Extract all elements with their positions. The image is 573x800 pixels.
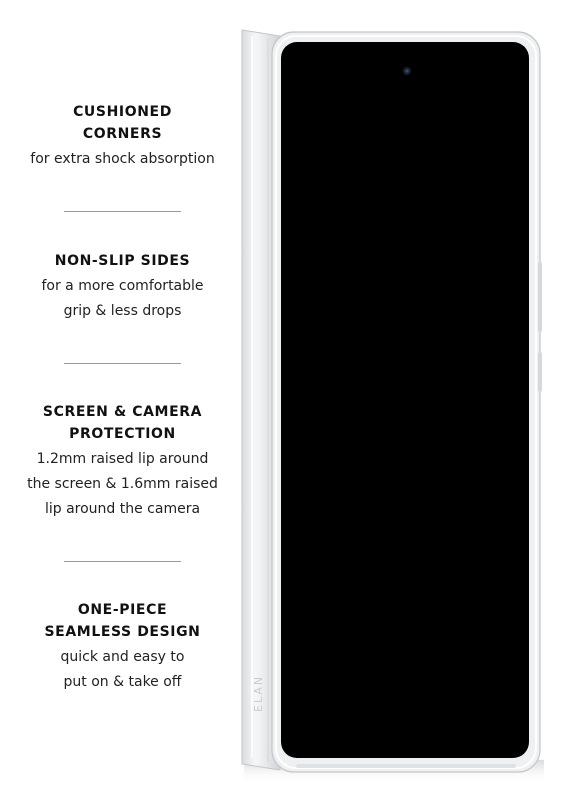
volume-button: [538, 262, 542, 332]
feature-description-line: for a more comfortable: [41, 278, 204, 294]
feature-one-piece-design: [0, 599, 245, 695]
phone-case-image: [236, 22, 548, 784]
phone-case-illustration: [236, 22, 548, 784]
case-brand-logo: ELAN: [252, 674, 265, 712]
feature-description-line: put on & take off: [63, 674, 182, 690]
feature-divider: [64, 211, 181, 212]
case-bottom-lip: [296, 764, 516, 768]
feature-description-line: grip & less drops: [63, 303, 182, 319]
power-button: [538, 352, 542, 392]
feature-title-line: SCREEN & CAMERA: [42, 404, 203, 420]
feature-cushioned-corners: [0, 101, 245, 172]
feature-title-line: NON-SLIP SIDES: [54, 253, 191, 269]
feature-list: [0, 0, 245, 800]
feature-description-line: 1.2mm raised lip around: [36, 451, 209, 467]
feature-description: [0, 147, 245, 172]
feature-description-line: lip around the camera: [44, 501, 201, 517]
feature-title: [0, 101, 245, 145]
feature-title-line: CUSHIONED: [73, 104, 172, 120]
feature-description: [0, 274, 245, 324]
feature-title-line: CORNERS: [82, 126, 163, 142]
feature-title: [0, 250, 245, 272]
feature-title-line: ONE-PIECE: [77, 602, 168, 618]
feature-title: [0, 599, 245, 643]
feature-non-slip-sides: [0, 250, 245, 324]
feature-description-line: quick and easy to: [60, 649, 185, 665]
feature-description: [0, 447, 245, 522]
feature-description-line: the screen & 1.6mm raised: [27, 476, 218, 492]
feature-title-line: SEAMLESS DESIGN: [44, 624, 201, 640]
feature-description-line: for extra shock absorption: [30, 151, 215, 167]
phone-screen: [281, 42, 529, 758]
feature-title: [0, 401, 245, 445]
feature-title-line: PROTECTION: [69, 426, 176, 442]
feature-screen-camera-protection: [0, 401, 245, 522]
feature-description: [0, 645, 245, 695]
feature-divider: [64, 561, 181, 562]
feature-divider: [64, 363, 181, 364]
front-camera-icon: [403, 67, 411, 75]
